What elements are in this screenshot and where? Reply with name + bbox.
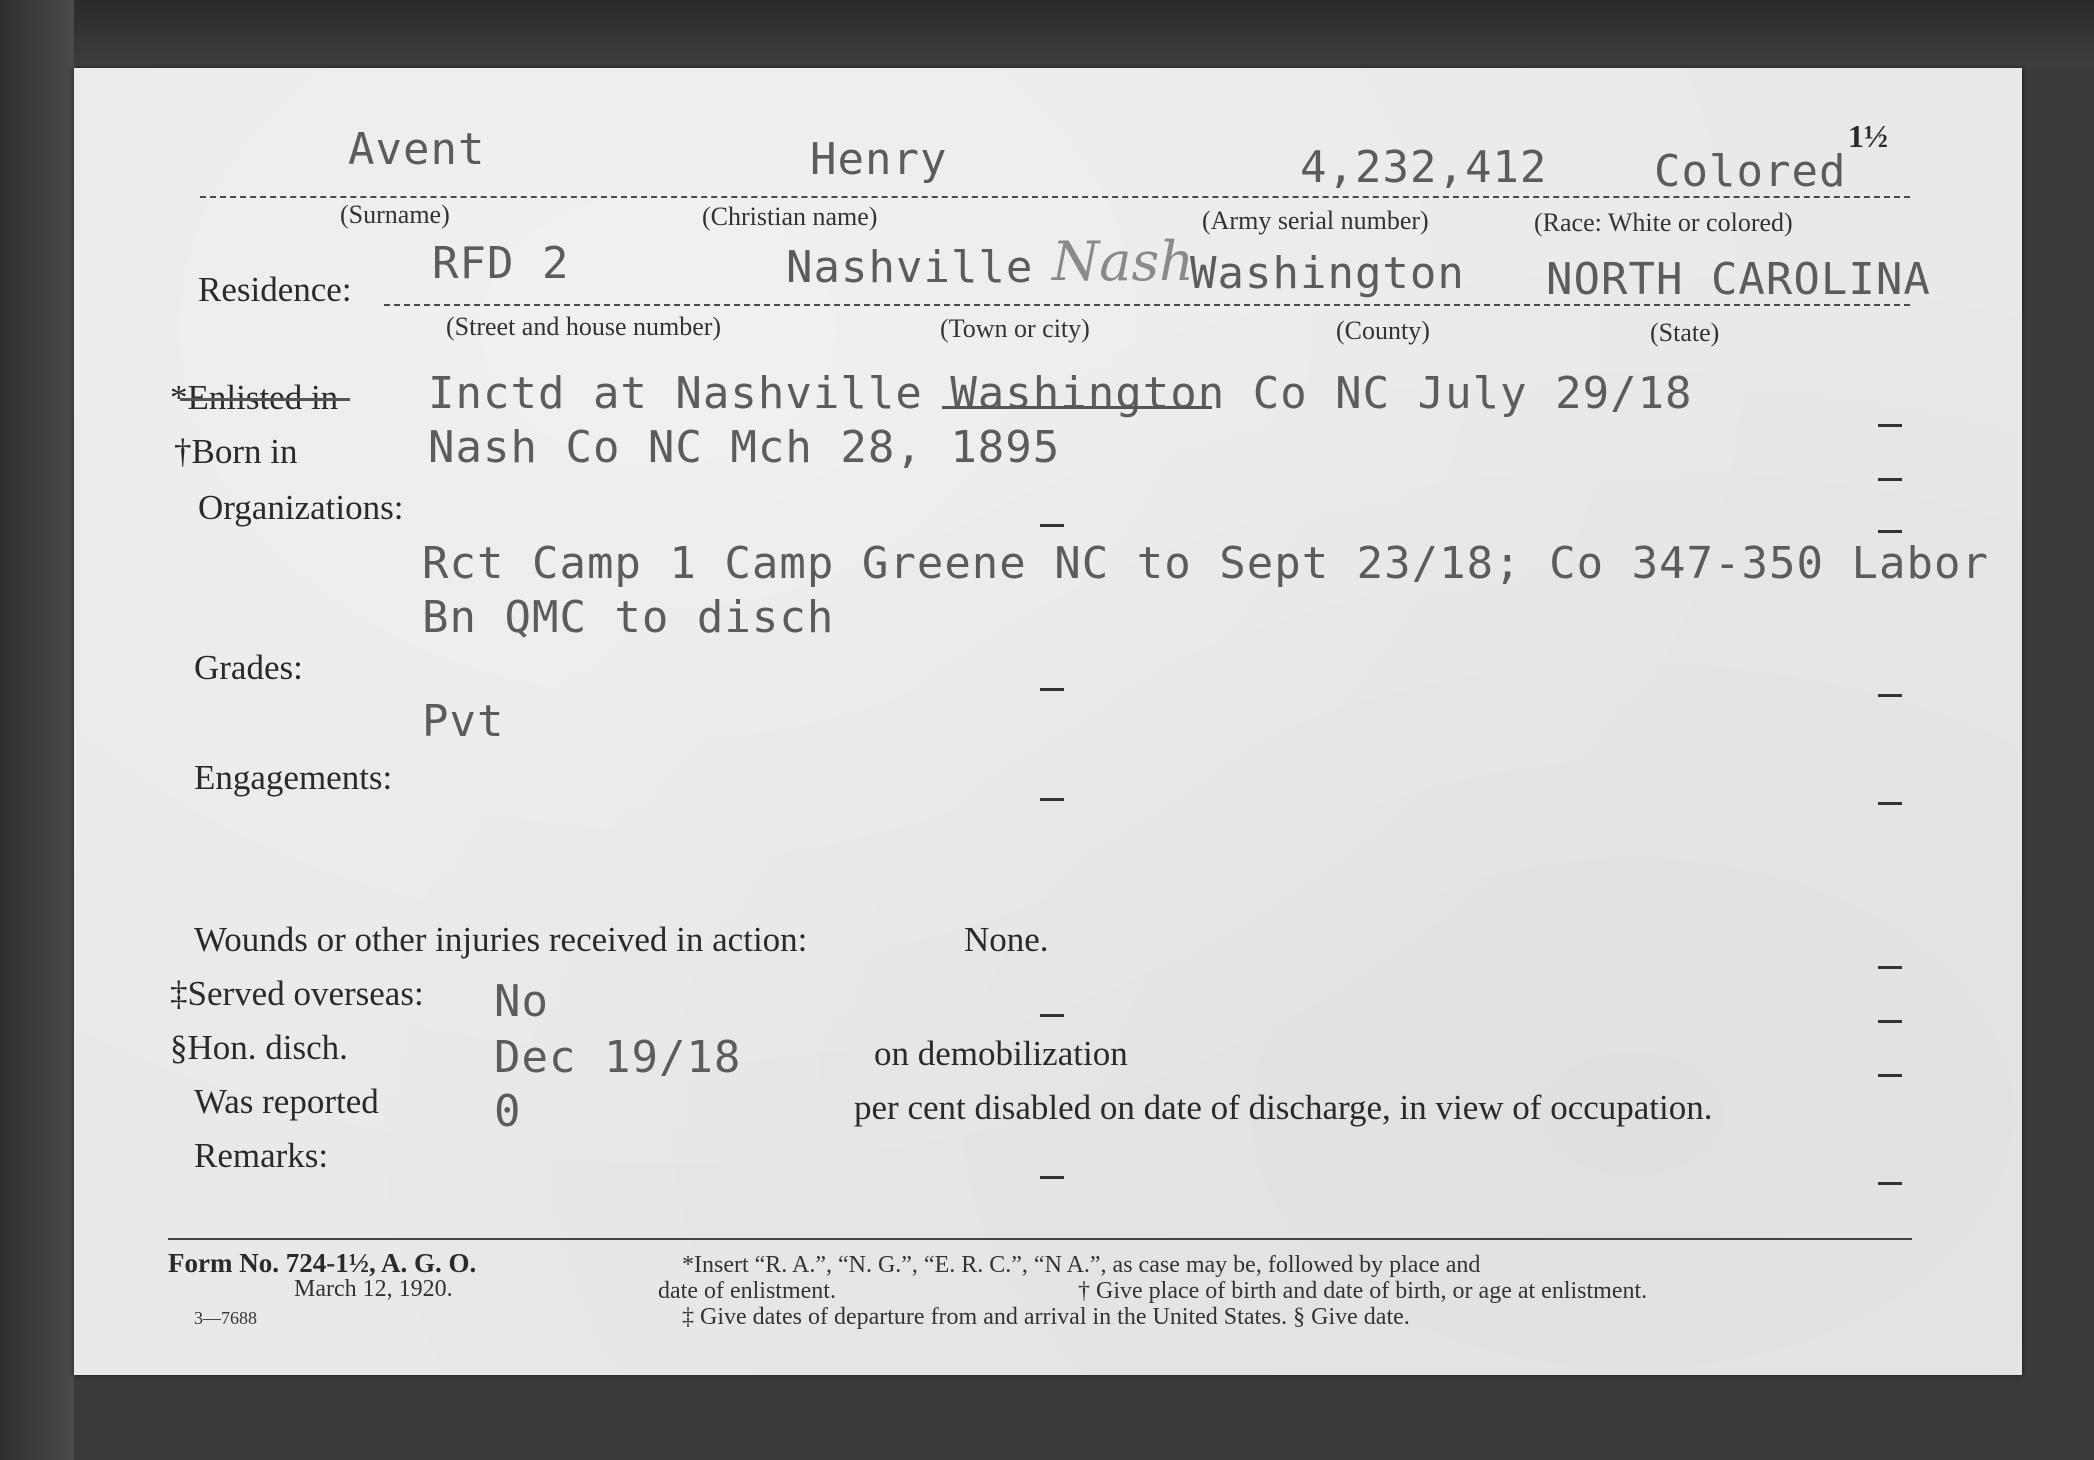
right-margin-tick (1878, 478, 1902, 481)
center-tick (1040, 1176, 1064, 1179)
footnote-line-1: *Insert “R. A.”, “N. G.”, “E. R. C.”, “N A.”, as case may be, followed by place and (682, 1252, 1481, 1278)
serial-number-caption: (Army serial number) (1202, 206, 1429, 235)
footnote-line-2b: † Give place of birth and date of birth, or age at enlistment. (1078, 1278, 1648, 1304)
center-tick (1040, 798, 1064, 801)
residence-town-value: Nashville (786, 242, 1034, 293)
organizations-line1: Rct Camp 1 Camp Greene NC to Sept 23/18; Co 347-350 Labor (422, 538, 1989, 589)
was-reported-label: Was reported (194, 1082, 379, 1121)
serial-number-value: 4,232,412 (1300, 142, 1548, 193)
wounds-label: Wounds or other injuries received in action: (194, 920, 808, 959)
right-margin-tick (1878, 1020, 1902, 1023)
right-margin-tick (1878, 424, 1902, 427)
right-margin-tick (1878, 966, 1902, 969)
served-overseas-value: No (494, 976, 549, 1027)
remarks-label: Remarks: (194, 1136, 329, 1175)
form-date: March 12, 1920. (294, 1276, 453, 1302)
enlisted-label: *Enlisted in (170, 378, 339, 417)
print-code: 3—7688 (194, 1308, 257, 1328)
right-margin-tick (1878, 694, 1902, 697)
footnote-line-3: ‡ Give dates of departure from and arrival in the United States. § Give date. (682, 1304, 1410, 1330)
residence-street-value: RFD 2 (432, 238, 570, 289)
form-number: Form No. 724-1½, A. G. O. (168, 1248, 477, 1278)
grades-label: Grades: (194, 648, 303, 687)
service-record-card (74, 68, 2022, 1375)
born-value: Nash Co NC Mch 28, 1895 (428, 422, 1061, 473)
residence-state-value: NORTH CAROLINA (1546, 254, 1931, 305)
residence-dashed-rule (384, 304, 1910, 306)
corner-mark: 1½ (1848, 118, 1888, 154)
organizations-label: Organizations: (198, 488, 404, 527)
right-margin-tick (1878, 1074, 1902, 1077)
scanner-background-top (0, 0, 2094, 68)
grades-value: Pvt (422, 696, 505, 747)
center-tick (1040, 1014, 1064, 1017)
footer-rule (168, 1238, 1912, 1240)
hon-disch-suffix: on demobilization (874, 1034, 1128, 1073)
engagements-label: Engagements: (194, 758, 393, 797)
organizations-line2: Bn QMC to disch (422, 592, 835, 643)
right-margin-tick (1878, 530, 1902, 533)
right-margin-tick (1878, 802, 1902, 805)
county-caption: (County) (1336, 316, 1430, 345)
born-label: †Born in (174, 432, 298, 471)
enlisted-value: Inctd at Nashville Washington Co NC July 29/18 (428, 368, 1693, 419)
right-margin-tick (1878, 1182, 1902, 1185)
top-dashed-rule (200, 196, 1910, 198)
state-caption: (State) (1650, 318, 1720, 347)
center-tick (1040, 524, 1064, 527)
race-value: Colored (1654, 146, 1847, 197)
was-reported-suffix: per cent disabled on date of discharge, in view of occupation. (854, 1088, 1713, 1127)
footnote-line-2a: date of enlistment. (658, 1278, 836, 1304)
scanner-background-left (0, 0, 74, 1460)
served-overseas-label: ‡Served overseas: (170, 974, 424, 1013)
hon-disch-value: Dec 19/18 (494, 1032, 742, 1083)
christian-name-caption: (Christian name) (702, 202, 878, 231)
hon-disch-label: §Hon. disch. (170, 1028, 348, 1067)
surname-value: Avent (348, 124, 486, 175)
residence-town-handwritten: Nash (1052, 230, 1194, 293)
enlisted-strikeout (180, 398, 350, 401)
wounds-value: None. (964, 920, 1049, 959)
was-reported-value: 0 (494, 1086, 522, 1137)
town-caption: (Town or city) (940, 314, 1090, 343)
christian-name-value: Henry (810, 134, 948, 185)
surname-caption: (Surname) (340, 200, 450, 229)
washington-strikeout (942, 406, 1212, 409)
street-caption: (Street and house number) (446, 312, 722, 341)
center-tick (1040, 688, 1064, 691)
residence-county-value: Washington (1190, 248, 1465, 299)
residence-label: Residence: (198, 270, 352, 309)
race-caption: (Race: White or colored) (1534, 208, 1793, 237)
